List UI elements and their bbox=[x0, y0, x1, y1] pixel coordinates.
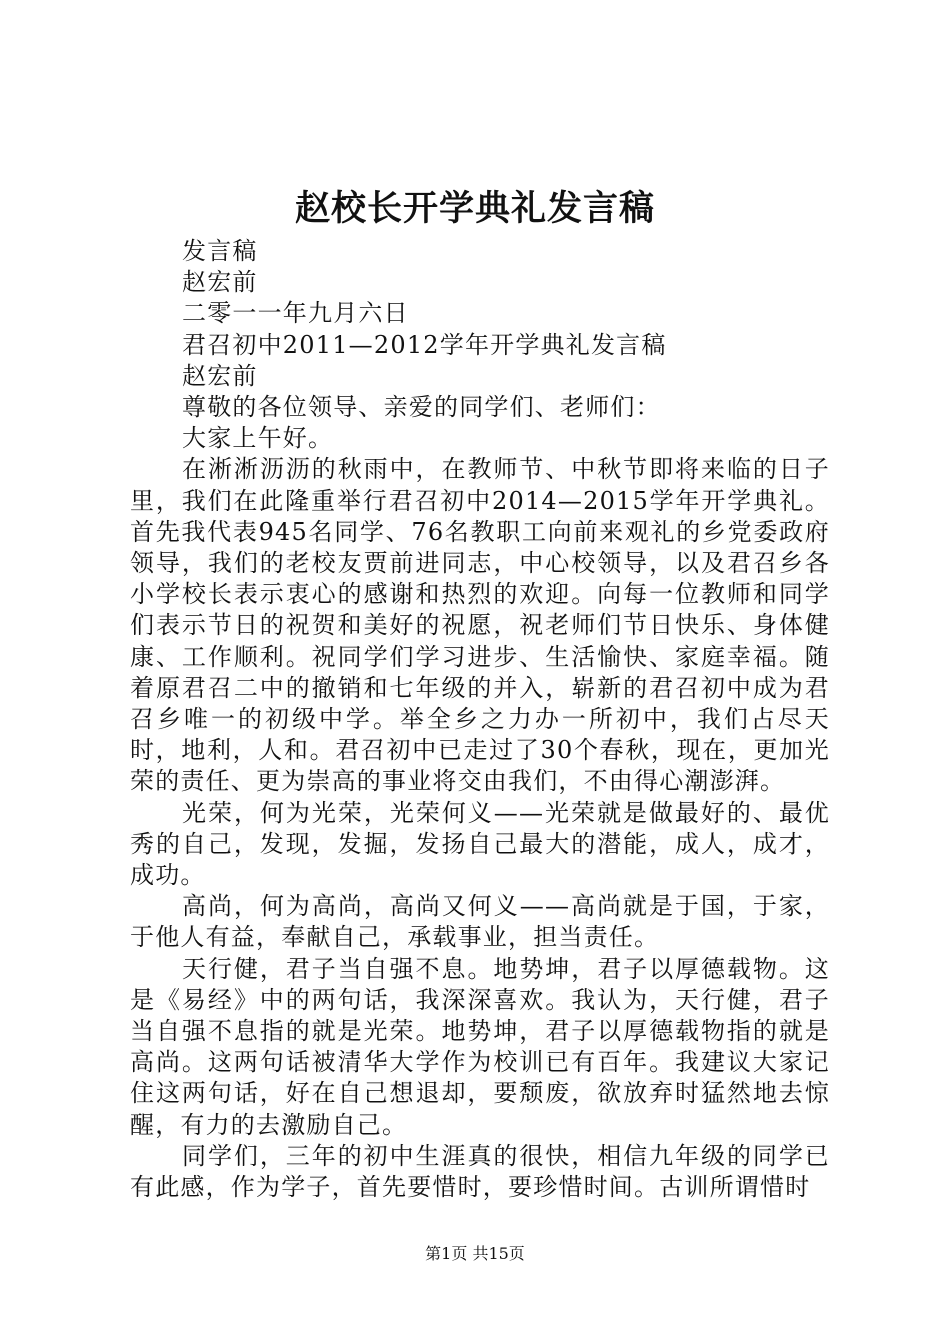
paragraph: 君召初中2011—2012学年开学典礼发言稿 bbox=[182, 330, 667, 359]
document-title: 赵校长开学典礼发言稿 bbox=[294, 188, 655, 229]
paragraph: 赵宏前 bbox=[182, 268, 258, 297]
paragraph: 在淅淅沥沥的秋雨中，在教师节、中秋节即将来临的日子里，我们在此隆重举行君召初中2014—2015学年开学典礼。首先我代表945名同学、76名教职工向前来观礼的乡党委政府领导，我们的老校友贾前进同志，中心校领导，以及君召乡各小学校长表示衷心的感谢和热烈的欢迎。向每一位教师和同学们表示节日的祝贺和美好的祝愿，祝老师们节日快乐、身体健康、工作顺利。祝同学们学习进步、生活愉快、家庭幸福。随着原君召二中的撤销和七年级的并入，崭新的君召初中成为君召乡唯一的初级中学。举全乡之力办一所初中，我们占尽天时，地利，人和。君召初中已走过了30个春秋，现在，更加光荣的责任、更为崇高的事业将交由我们，不由得心潮澎湃。 bbox=[130, 455, 830, 796]
paragraph: 发言稿 bbox=[182, 237, 258, 265]
document-body bbox=[130, 236, 830, 1203]
paragraph: 天行健，君子当自强不息。地势坤，君子以厚德载物。这是《易经》中的两句话，我深深喜欢。我认为，天行健，君子当自强不息指的就是光荣。地势坤，君子以厚德载物指的就是高尚。这两句话被清华大学作为校训已有百年。我建议大家记住这两句话，好在自己想退却，要颓废，欲放弃时猛然地去惊醒，有力的去激励自己。 bbox=[130, 954, 830, 1139]
paragraph: 光荣，何为光荣，光荣何义——光荣就是做最好的、最优秀的自己，发现，发掘，发扬自己最大的潜能，成人，成才，成功。 bbox=[130, 798, 830, 890]
paragraph: 赵宏前 bbox=[182, 361, 258, 390]
page-footer: 第1页 共15页 bbox=[425, 1244, 525, 1263]
paragraph: 同学们，三年的初中生涯真的很快，相信九年级的同学已有此感，作为学子，首先要惜时，要珍惜时间。古训所谓惜时 bbox=[130, 1141, 830, 1202]
paragraph: 大家上午好。 bbox=[182, 424, 334, 453]
paragraph: 尊敬的各位领导、亲爱的同学们、老师们： bbox=[182, 393, 661, 422]
paragraph: 高尚，何为高尚，高尚又何义——高尚就是于国，于家，于他人有益，奉献自己，承载事业，担当责任。 bbox=[130, 892, 830, 952]
paragraph: 二零一一年九月六日 bbox=[182, 299, 409, 328]
